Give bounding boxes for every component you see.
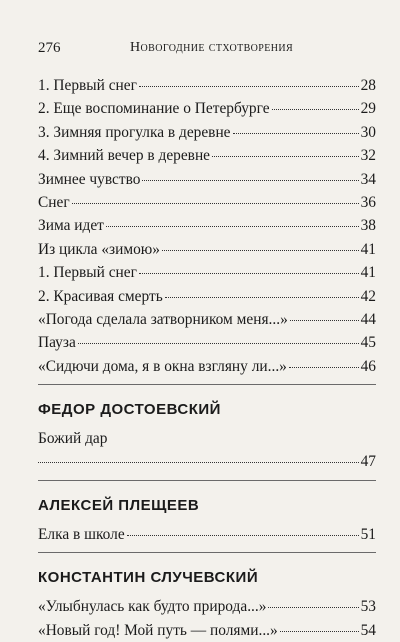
toc-entry[interactable]: [38, 214, 376, 237]
author-heading: ФЕДОР ДОСТОЕВСКИЙ: [38, 401, 221, 419]
toc-entry-title: «Новый год! Мой путь — полями...»: [38, 621, 278, 639]
toc-entry-title: 3. Зимняя прогулка в деревне: [38, 123, 231, 141]
dot-leader: [290, 319, 359, 321]
dot-leader: [212, 155, 359, 157]
dot-leader: [139, 272, 359, 274]
toc-entry[interactable]: [38, 191, 376, 214]
dot-leader: [38, 462, 359, 463]
toc-entry[interactable]: [38, 168, 376, 191]
toc-entry-page: 34: [360, 170, 376, 188]
section-divider: [38, 480, 376, 481]
toc-entry-page: 53: [360, 598, 376, 616]
toc-entry[interactable]: [38, 427, 376, 474]
dot-leader: [165, 296, 359, 298]
toc-entry-page: 41: [360, 240, 376, 258]
running-title: Новогодние стхотворения: [130, 40, 294, 55]
toc-entry-title: 4. Зимний вечер в деревне: [38, 147, 211, 165]
toc-entry[interactable]: [38, 144, 376, 167]
toc-entry-page: 47: [360, 453, 376, 471]
toc-entry[interactable]: [38, 355, 376, 378]
toc-entry-title: Зима идет: [38, 217, 104, 235]
toc-entry-page: 54: [360, 621, 376, 639]
toc-entry[interactable]: [38, 331, 376, 354]
toc-entry-title: Божий дар: [38, 430, 108, 448]
toc-entry-title: Пауза: [38, 334, 76, 352]
toc-entry[interactable]: [38, 523, 376, 546]
toc-entry[interactable]: [38, 285, 376, 308]
toc-entry-title: «Погода сделала затворником меня...»: [38, 310, 288, 328]
dot-leader: [280, 630, 359, 632]
toc-entry-title: 1. Первый снег: [38, 77, 137, 94]
toc-entry[interactable]: [38, 97, 376, 120]
dot-leader: [127, 534, 359, 536]
toc-entry-page: 29: [360, 100, 376, 118]
toc-entry[interactable]: [38, 261, 376, 284]
toc-entry-title: Елка в школе: [38, 525, 125, 543]
page-number: 276: [38, 40, 61, 56]
toc-entry-page: 30: [360, 123, 376, 141]
toc-entry[interactable]: [38, 619, 376, 642]
table-of-contents: [38, 74, 376, 642]
toc-entry-page: 28: [360, 77, 376, 94]
toc-entry-page: 41: [360, 264, 376, 282]
section-divider: [38, 384, 376, 385]
page-header: [38, 40, 378, 60]
dot-leader: [72, 202, 359, 204]
toc-entry[interactable]: [38, 595, 376, 618]
toc-entry-page: 45: [360, 334, 376, 352]
toc-entry-page: 32: [360, 147, 376, 165]
toc-entry-page: 36: [360, 193, 376, 211]
dot-leader: [272, 108, 359, 110]
toc-entry[interactable]: [38, 308, 376, 331]
dot-leader: [142, 179, 358, 181]
toc-entry[interactable]: [38, 121, 376, 144]
toc-entry-title: Снег: [38, 193, 70, 211]
dot-leader: [106, 225, 359, 227]
dot-leader: [78, 342, 359, 344]
author-heading: АЛЕКСЕЙ ПЛЕЩЕЕВ: [38, 496, 200, 514]
toc-entry-title: «Улыбнулась как будто природа...»: [38, 598, 267, 616]
toc-entry-page: 44: [360, 310, 376, 328]
toc-entry-title: 1. Первый снег: [38, 264, 137, 282]
toc-entry[interactable]: [38, 74, 376, 97]
section-divider: [38, 552, 376, 553]
dot-leader: [268, 606, 358, 608]
toc-entry-title: 2. Красивая смерть: [38, 287, 163, 305]
toc-entry-title: Из цикла «зимою»: [38, 240, 160, 258]
dot-leader: [162, 249, 359, 251]
dot-leader: [139, 85, 359, 87]
dot-leader: [289, 366, 359, 368]
dot-leader: [233, 132, 359, 134]
toc-entry-page: 46: [360, 357, 376, 375]
author-heading: КОНСТАНТИН СЛУЧЕВСКИЙ: [38, 569, 259, 587]
toc-entry-title: Зимнее чувство: [38, 170, 141, 188]
toc-entry-page: 42: [360, 287, 376, 305]
toc-entry-title: 2. Еще воспоминание о Петербурге: [38, 100, 270, 118]
toc-entry-title: «Сидючи дома, я в окна взгляну ли...»: [38, 357, 287, 375]
toc-entry-page: 38: [360, 217, 376, 235]
toc-entry-page: 51: [360, 525, 376, 543]
toc-entry[interactable]: [38, 238, 376, 261]
